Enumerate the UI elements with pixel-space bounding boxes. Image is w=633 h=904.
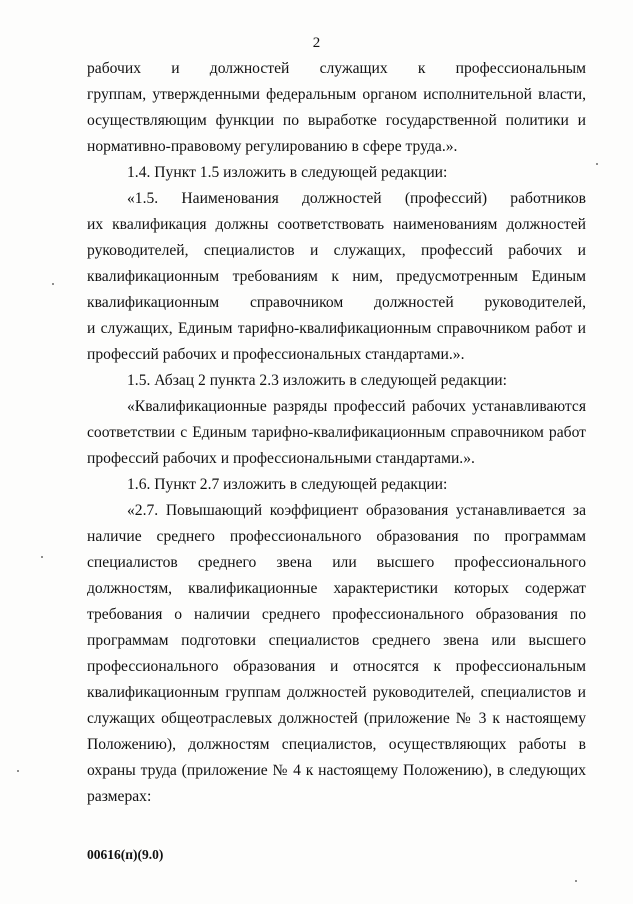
page-number: 2: [312, 35, 321, 51]
text-line: «2.7. Повышающий коэффициент образования устанавливается за: [127, 502, 586, 519]
text-line: 1.4. Пункт 1.5 изложить в следующей редакции:: [127, 164, 448, 181]
text-line: специалистов среднего звена или высшего профессионального: [87, 554, 586, 571]
text-line: должностям, квалификационные характеристики которых содержат: [87, 580, 586, 597]
text-line: квалификационным требованиям к ним, предусмотренным Единым: [87, 268, 586, 285]
text-line: нормативно-правовому регулированию в сфере труда.».: [87, 138, 458, 155]
text-line: профессионального образования и относятся к профессиональным: [87, 658, 586, 675]
text-line: «1.5. Наименования должностей (профессий) работников: [127, 190, 586, 207]
text-line: квалификационным группам должностей руководителей, специалистов и: [87, 684, 586, 701]
scan-speck: [596, 163, 598, 165]
document-body: [87, 56, 586, 810]
text-line: и служащих, Единым тарифно-квалификационным справочником работ и: [87, 320, 586, 337]
text-line: наличие среднего профессионального образования по программам: [87, 528, 586, 545]
text-line: осуществляющим функции по выработке государственной политики и: [87, 112, 586, 129]
text-line: Положению), должностям специалистов, осуществляющих работы в: [87, 736, 586, 753]
text-line: квалификационным справочником должностей руководителей,: [87, 294, 586, 311]
text-line: 1.6. Пункт 2.7 изложить в следующей редакции:: [127, 476, 448, 493]
scan-speck: [575, 880, 577, 882]
text-line: рабочих и должностей служащих к профессиональным: [87, 60, 586, 77]
text-line: профессий рабочих и профессиональными стандартами.».: [87, 450, 475, 467]
text-line: охраны труда (приложение № 4 к настоящему Положению), в следующих: [87, 762, 586, 779]
scan-speck: [52, 283, 54, 285]
text-line: программам подготовки специалистов среднего звена или высшего: [87, 632, 586, 649]
document-code: 00616(п)(9.0): [87, 847, 164, 862]
text-line: размерах:: [87, 788, 152, 805]
text-line: соответствии с Единым тарифно-квалификационным справочником работ: [87, 424, 586, 441]
scan-speck: [17, 770, 19, 772]
text-line: «Квалификационные разряды профессий рабочих устанавливаются: [127, 398, 586, 415]
text-line: 1.5. Абзац 2 пункта 2.3 изложить в следующей редакции:: [127, 372, 507, 389]
text-line: группам, утвержденными федеральным органом исполнительной власти,: [87, 86, 586, 103]
text-line: требования о наличии среднего профессионального образования по: [87, 606, 586, 623]
text-line: руководителей, специалистов и служащих, профессий рабочих и: [87, 242, 586, 259]
text-line: служащих общеотраслевых должностей (приложение № 3 к настоящему: [87, 710, 586, 727]
scan-speck: [41, 556, 43, 558]
text-line: профессий рабочих и профессиональных стандартами.».: [87, 346, 465, 363]
text-line: их квалификация должны соответствовать наименованиям должностей: [87, 216, 586, 233]
